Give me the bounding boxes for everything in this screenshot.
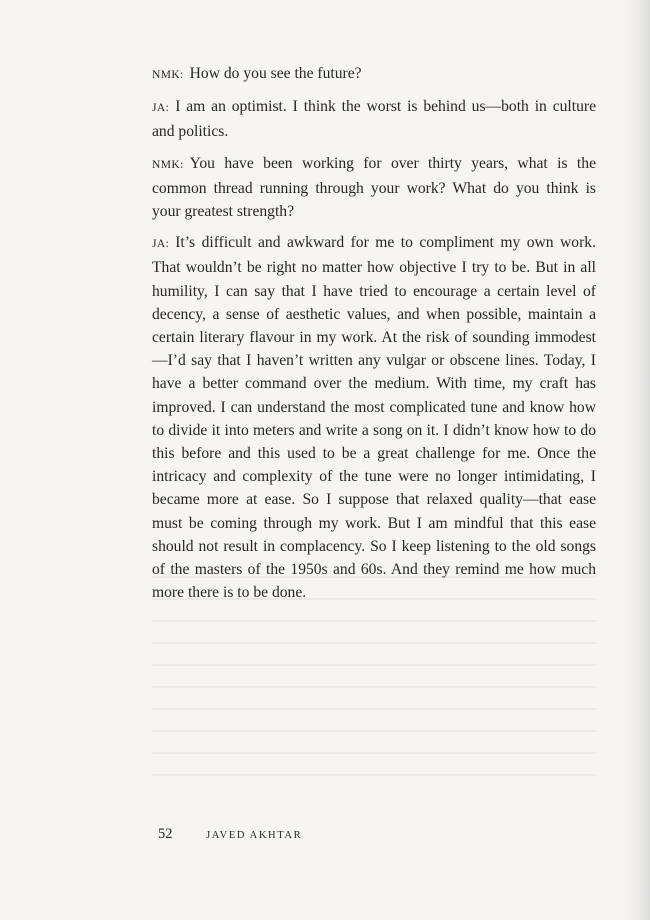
page-number: 52: [158, 826, 173, 842]
dialogue-text: It’s difficult and awkward for me to compliment my own work. That wouldn’t be right no matter how objective I try to be. But in all humility, I can say that I have tried to encourage a certain level of decency, a sense of aesthetic values, and when possible, maintain a certain literary flavour in my work. At the risk of sounding immodest—I’d say that I haven’t written any vulgar or obscene lines. Today, I have a better command over the medium. With time, my craft has improved. I can understand the most complicated tune and know how to divide it into meters and write a song on it. I didn’t know how to do this before and this used to be a great challenge for me. Once the intricacy and complexity of the tune were no longer intimidating, I became more at ease. So I suppose that relaxed quality—that ease must be coming through my work. But I am mindful that this ease should not result in complacency. So I keep listening to the old songs of the masters of the 1950s and 60s. And they remind me how much more there is to be done.: [152, 234, 596, 602]
speaker-label-ja: JA:: [152, 238, 170, 251]
dialogue-text: How do you see the future?: [189, 65, 362, 82]
ghost-line: [152, 708, 596, 710]
ghost-line: [152, 752, 596, 754]
interview-text: [152, 62, 596, 612]
ghost-line: [152, 664, 596, 666]
ghost-line: [152, 730, 596, 732]
dialogue-text: You have been working for over thirty years, what is the common thread running through your work? What do you think is your greatest strength?: [152, 154, 596, 221]
page-edge-shadow: [624, 0, 650, 920]
running-head: JAVED AKHTAR: [206, 830, 303, 841]
dialogue-text: I am an optimist. I think the worst is behind us—both in culture and politics.: [152, 98, 596, 141]
ghost-line: [152, 686, 596, 688]
ghost-line: [152, 576, 596, 578]
ghost-line: [152, 620, 596, 622]
speaker-label-nmk: NMK:: [152, 69, 184, 81]
dialogue-paragraph-2: [152, 95, 596, 143]
speaker-label-ja: JA:: [152, 102, 170, 115]
ghost-line: [152, 774, 596, 776]
show-through-text: [152, 576, 596, 806]
dialogue-paragraph-3: [152, 152, 596, 224]
dialogue-paragraph-4: [152, 231, 596, 604]
speaker-label-nmk: NMK:: [152, 158, 184, 171]
ghost-line: [152, 598, 596, 600]
dialogue-paragraph-1: [152, 62, 596, 87]
page-footer: [158, 826, 302, 843]
ghost-line: [152, 642, 596, 644]
